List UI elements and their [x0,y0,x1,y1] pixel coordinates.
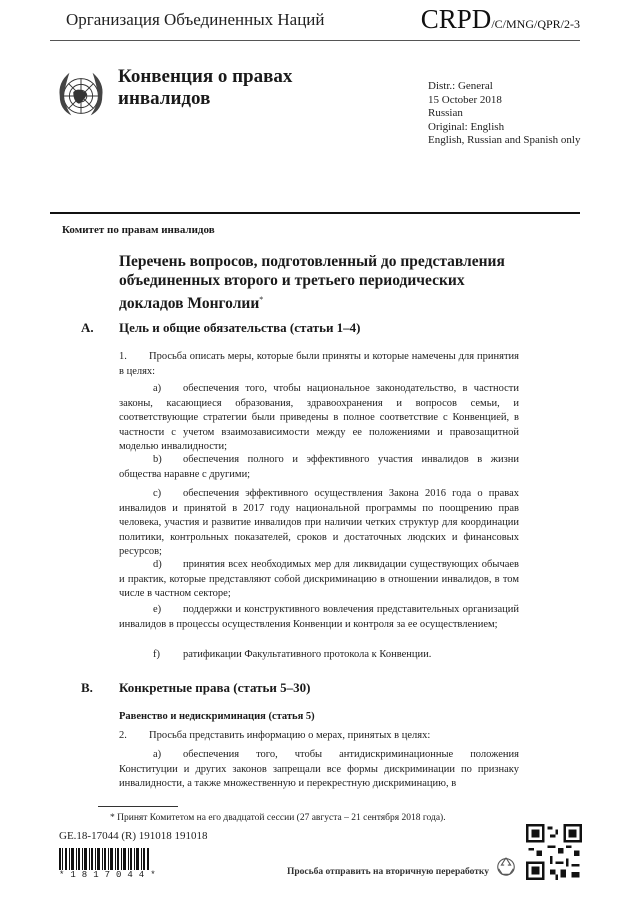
item-text: принятия всех необходимых мер для ликвидации существующих обычаев и практик, которые представляют собой дискриминацию в отношении инвалидов, в том числе в частном секторе; [119,559,519,599]
item-label: a) [153,383,162,394]
item-1c [119,487,519,560]
item-text: обеспечения эффективного осуществления Закона 2016 года о правах инвалидов и принятой в 2017 году национальной программы по поощрению прав человека, участия и развитие инвалидов при наличии четких структур для координации политики, контрольных показателей, сроков и достаточных людских и финансовых ресурсов; [119,488,519,557]
item-label: f) [153,649,160,660]
barcode-icon [59,848,149,870]
item-2a [119,748,519,792]
item-text: поддержки и конструктивного вовлечения представительных организаций инвалидов в процессы осуществления Конвенции и контроля за ее осуществлением; [119,604,519,630]
item-label: e) [153,604,162,615]
paragraph-number: 2. [119,730,127,741]
symbol-main: CRPD [420,4,492,34]
convention-title [118,66,292,110]
distr-date: 15 October 2018 [428,93,502,106]
distr-languages-only: English, Russian and Spanish only [428,134,581,146]
item-text: обеспечения того, чтобы национальное законодательство, в частности законы, касающиеся образования, здравоохранения и вопросов семьи, и соответствующие стратегии были приведены в полное соответствие с Конвенцией, в частности с учетом взаимозависимости между ее положениями и правозащитной моделью инвалидности; [119,383,519,452]
document-title [119,252,539,313]
subsection-heading: Равенство и недискриминация (статья 5) [119,711,315,722]
header-rule [50,40,580,41]
distr-language: Russian [428,107,463,119]
paragraph-text: Просьба представить информацию о мерах, принятых в целях: [149,730,431,741]
title-line2: объединенных второго и третьего периодических [119,272,465,289]
item-1e [119,603,519,632]
section-a-heading [81,320,361,336]
paragraph-text: Просьба описать меры, которые были приняты и которые намечены для принятия в целях: [119,351,519,377]
committee-name: Комитет по правам инвалидов [62,224,215,236]
organization-name: Организация Объединенных Наций [66,10,325,29]
item-1b [119,453,519,482]
title-line1: Перечень вопросов, подготовленный до представления [119,253,505,270]
distr-type: Distr.: General [428,80,493,92]
title-rule [50,212,580,214]
footnote-rule [98,806,178,807]
section-letter: B. [81,680,93,695]
footnote: * Принят Комитетом на его двадцатой сессии (27 августа – 21 сентября 2018 года). [110,813,446,823]
document-code: GE.18-17044 (R) 191018 191018 [59,830,208,842]
un-emblem-icon [52,67,110,125]
section-title: Цель и общие обязательства (статьи 1–4) [119,320,361,335]
convention-title-line2: инвалидов [118,88,211,109]
document-symbol [421,4,580,35]
item-text: ратификации Факультативного протокола к Конвенции. [183,649,432,660]
distr-original: Original: English [428,120,505,133]
section-title: Конкретные права (статьи 5–30) [119,680,311,695]
footnote-marker[interactable]: * [259,295,264,304]
symbol-sub: /C/MNG/QPR/2-3 [491,17,580,31]
recycle-icon [495,855,517,877]
item-1f [119,648,519,663]
paragraph-1 [119,350,519,379]
qr-code-icon[interactable] [526,824,582,880]
item-label: d) [153,559,162,570]
section-b-heading [81,680,311,696]
paragraph-2 [119,729,519,744]
barcode-number: *1817044* [59,870,162,880]
item-1d [119,558,519,602]
item-text: обеспечения того, чтобы антидискриминационные положения Конституции и других законов запрещали все формы дискриминации по признаку инвалидности, а также множественную и перекрестную дискриминацию, в [119,749,519,789]
item-label: b) [153,454,162,465]
item-1a [119,382,519,455]
item-label: a) [153,749,162,760]
title-line3: докладов Монголии [119,295,260,313]
convention-title-line1: Конвенция о правах [118,66,293,87]
paragraph-number: 1. [119,351,127,362]
section-letter: A. [81,320,94,335]
recycle-note: Просьба отправить на вторичную переработку [287,867,489,877]
item-text: обеспечения полного и эффективного участия инвалидов в жизни общества наравне с другими; [119,454,519,480]
item-label: c) [153,488,162,499]
distribution-info [428,80,580,148]
